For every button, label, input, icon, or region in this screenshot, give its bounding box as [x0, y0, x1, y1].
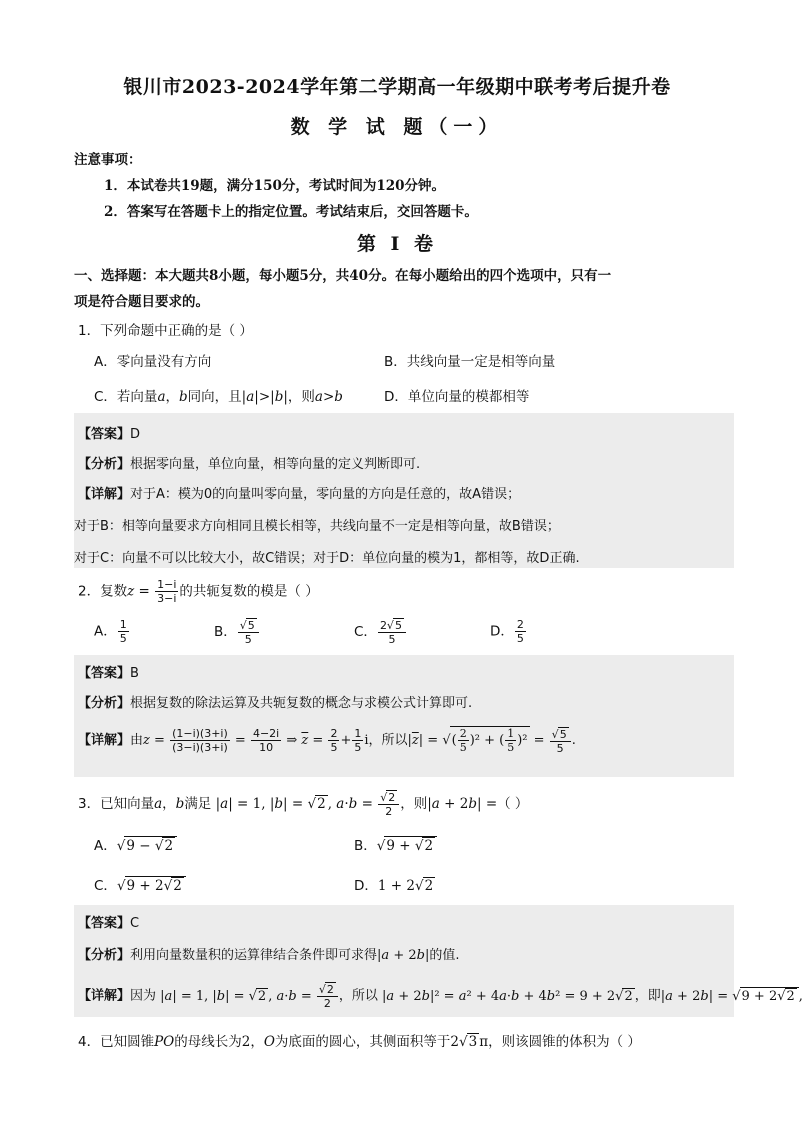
q2-analysis: 【分析】根据复数的除法运算及共轭复数的概念与求模公式计算即可. [78, 696, 473, 711]
vector-b-symbol: b [179, 389, 188, 405]
q3-stem: 3．已知向量a，b满足 |a| = 1, |b| = √2 , a·b = $\frac{√2}{2}$ ，则|a + 2b| =（ ） [78, 791, 529, 818]
q1-option-d: D．单位向量的模都相等 [384, 389, 530, 405]
q3-option-a: A．√9 − √2 [94, 834, 177, 854]
q1-detail-2: 对于B：相等向量要求方向相同且模长相等，共线向量不一定是相等向量，故B错误； [74, 519, 560, 534]
volume-title: 第 I 卷 [356, 233, 438, 255]
q2-stem: 2．复数z = $\frac{1-i}{3-i}$ 的共轭复数的模是（ ） [78, 578, 319, 605]
q1-option-c-cond: |a|>|b| [241, 389, 288, 405]
q1-option-c-concl: a>b [314, 389, 343, 405]
q1-option-b: B．共线向量一定是相等向量 [384, 354, 556, 370]
q1-detail-1: 【详解】对于A：模为0的向量叫零向量，零向量的方向是任意的，故A错误； [78, 487, 521, 502]
notice-heading: 注意事项： [74, 152, 142, 168]
q1-option-c: C．若向量a，b同向，且|a|>|b|，则a>b [94, 389, 343, 405]
q2-option-c: C． $\frac{2√5}{5}$ [354, 618, 407, 646]
q1-analysis: 【分析】根据零向量，单位向量，相等向量的定义判断即可. [78, 457, 421, 472]
q3-option-d: D．1 + 2√2 [354, 878, 434, 894]
q1-detail-3: 对于C：向量不可以比较大小，故C错误；对于D：单位向量的模为1，都相等，故D正确. [74, 551, 580, 566]
q1-answer: 【答案】D [78, 427, 141, 442]
q1-option-a: A．零向量没有方向 [94, 354, 212, 370]
notice-item-1: 1．本试卷共19题，满分150分，考试时间为120分钟。 [104, 178, 446, 194]
q3-analysis: 【分析】利用向量数量积的运算律结合条件即可求得|a + 2b|的值. [78, 948, 460, 963]
q3-answer: 【答案】C [78, 916, 140, 931]
q2-option-d: D． $\frac{2}{5}$ [490, 618, 524, 645]
q1-stem: 1．下列命题中正确的是（ ） [78, 323, 253, 339]
q4-stem: 4．已知圆锥PO的母线长为2，O为底面的圆心，其侧面积等于2√3 π，则该圆锥的体积为（ ） [78, 1034, 641, 1050]
exam-subtitle: 数 学 试 题（一） [290, 116, 504, 138]
q2-answer: 【答案】B [78, 666, 139, 681]
q3-option-c: C．√9 + 2√2 [94, 874, 186, 894]
q3-detail: 【详解】因为 |a| = 1, |b| = √2 , a·b = $\frac{√2}{2}$ ，所以 |a + 2b|² = a² + 4a·b + 4b² = 9 + 2√2 ，即|a + 2b| = √9 + 2√2 , [78, 983, 803, 1010]
exam-title: 银川市2023-2024学年第二学期高一年级期中联考考后提升卷 [123, 76, 671, 98]
section-heading-line2: 项是符合题目要求的。 [74, 294, 209, 310]
q1-option-c-pre: C．若向量 [94, 389, 158, 405]
q3-option-b: B．√9 + √2 [354, 834, 437, 854]
q1-option-c-mid: 同向，且 [187, 389, 242, 405]
q2-option-b: B． $\frac{√5}{5}$ [214, 618, 260, 646]
q1-option-c-post: ，则 [287, 389, 315, 405]
notice-item-2: 2．答案写在答题卡上的指定位置。考试结束后，交回答题卡。 [104, 204, 478, 220]
q2-detail: 【详解】由z = $\frac{(1-i)(3+i)}{(3-i)(3+i)}$ = $\frac{4-2i}{10}$ ⇒ $\overline{z}$ = $\frac{2}{5}$ + $\frac{1}{5}$ i，所以$|\overline{z}|$ = √( $\frac{2}{5}$ )² + ( $\frac{1}{5}$ )² = $\frac{√5}{5}$ . [78, 727, 576, 755]
vector-a-symbol: a [157, 389, 166, 405]
section-heading-line1: 一、选择题：本大题共8小题，每小题5分，共40分。在每小题给出的四个选项中，只有一 [74, 268, 612, 284]
q2-option-a: A． $\frac{1}{5}$ [94, 618, 127, 645]
q2-solution-band [74, 655, 734, 777]
